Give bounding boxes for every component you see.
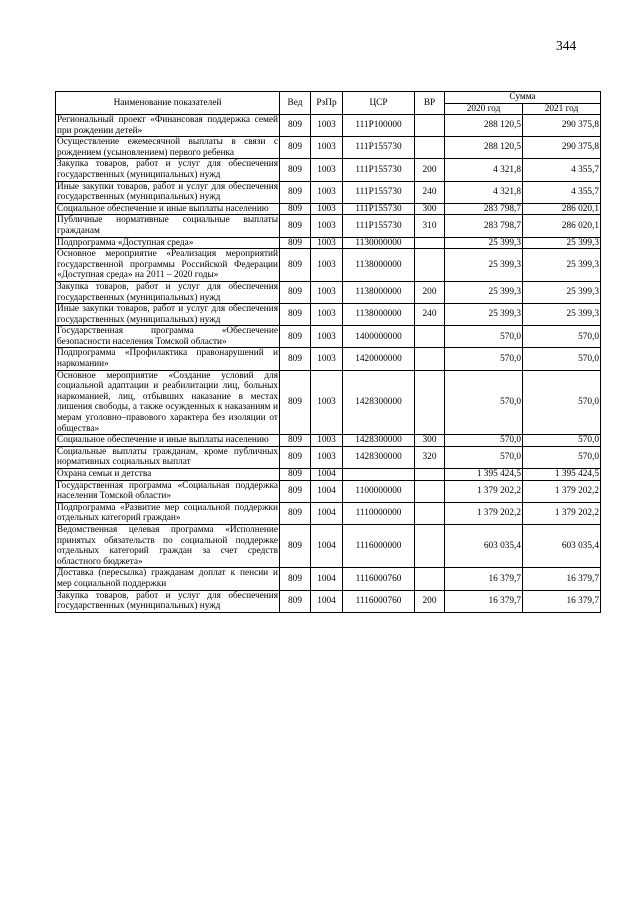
header-vr: ВР xyxy=(415,92,445,115)
cell-rzpr: 1003 xyxy=(311,435,343,447)
header-year-2020: 2020 год xyxy=(445,103,523,115)
cell-ved: 809 xyxy=(280,568,311,590)
cell-y2020: 16 379,7 xyxy=(445,568,523,590)
cell-y2021: 570,0 xyxy=(523,446,601,468)
table-row xyxy=(56,568,601,590)
cell-y2021: 570,0 xyxy=(523,326,601,348)
cell-y2020: 16 379,7 xyxy=(445,590,523,612)
cell-vr xyxy=(415,237,445,249)
cell-y2021: 286 020,1 xyxy=(523,203,601,215)
cell-y2020: 570,0 xyxy=(445,446,523,468)
cell-y2021: 1 379 202,2 xyxy=(523,502,601,524)
cell-vr: 240 xyxy=(415,181,445,203)
cell-ved: 809 xyxy=(280,370,311,435)
cell-y2020: 25 399,3 xyxy=(445,237,523,249)
cell-vr xyxy=(415,326,445,348)
cell-rzpr: 1003 xyxy=(311,159,343,181)
cell-y2020: 283 798,7 xyxy=(445,215,523,237)
cell-csr: 111P155730 xyxy=(343,203,415,215)
cell-ved: 809 xyxy=(280,237,311,249)
cell-name: Публичные нормативные социальные выплаты гражданам xyxy=(57,215,278,236)
header-sum: Сумма xyxy=(445,92,601,104)
cell-y2020: 570,0 xyxy=(445,435,523,447)
cell-y2020: 4 321,8 xyxy=(445,181,523,203)
cell-rzpr: 1004 xyxy=(311,524,343,567)
cell-vr xyxy=(415,249,445,282)
cell-y2021: 603 035,4 xyxy=(523,524,601,567)
cell-ved: 809 xyxy=(280,281,311,303)
cell-rzpr: 1003 xyxy=(311,326,343,348)
cell-y2021: 290 375,8 xyxy=(523,115,601,137)
cell-y2021: 1 395 424,5 xyxy=(523,469,601,481)
cell-csr: 111P155730 xyxy=(343,137,415,159)
cell-y2020: 25 399,3 xyxy=(445,304,523,326)
cell-ved: 809 xyxy=(280,159,311,181)
cell-name: Иные закупки товаров, работ и услуг для обеспечения государственных (муниципальных) нужд xyxy=(57,181,278,203)
cell-y2021: 25 399,3 xyxy=(523,249,601,282)
cell-y2021: 4 355,7 xyxy=(523,181,601,203)
table-row xyxy=(56,435,601,447)
cell-ved: 809 xyxy=(280,502,311,524)
table-row xyxy=(56,203,601,215)
cell-name: Основное мероприятие «Создание условий для социальной адаптации и реабилитации лиц, больных наркоманией, лиц, отбывших наказание в местах лишения свободы, а также осужденных к наказаниям и мерам уголовно–правового характера без изоляции от общества» xyxy=(57,370,278,434)
table-row xyxy=(56,446,601,468)
cell-csr: 1138000000 xyxy=(343,304,415,326)
cell-csr: 1116000760 xyxy=(343,590,415,612)
cell-name: Подпрограмма «Доступная среда» xyxy=(56,237,280,249)
cell-csr: 1130000000 xyxy=(343,237,415,249)
cell-vr xyxy=(415,568,445,590)
cell-csr: 1138000000 xyxy=(343,281,415,303)
cell-y2020: 570,0 xyxy=(445,326,523,348)
cell-csr: 1428300000 xyxy=(343,370,415,435)
cell-name: Подпрограмма «Развитие мер социальной поддержки отдельных категорий граждан» xyxy=(57,502,278,524)
cell-name: Закупка товаров, работ и услуг для обеспечения государственных (муниципальных) нужд xyxy=(57,590,278,612)
table-row xyxy=(56,480,601,502)
cell-y2021: 570,0 xyxy=(523,370,601,435)
cell-name: Государственная программа «Обеспечение безопасности населения Томской области» xyxy=(57,326,278,347)
cell-y2020: 288 120,5 xyxy=(445,115,523,137)
cell-y2020: 1 395 424,5 xyxy=(445,469,523,481)
cell-csr: 1138000000 xyxy=(343,249,415,282)
cell-csr: 1110000000 xyxy=(343,502,415,524)
cell-csr: 111P155730 xyxy=(343,215,415,237)
cell-csr: 1400000000 xyxy=(343,326,415,348)
cell-ved: 809 xyxy=(280,249,311,282)
cell-ved: 809 xyxy=(280,304,311,326)
cell-name: Социальные выплаты гражданам, кроме публичных нормативных социальных выплат xyxy=(57,446,278,468)
table-row xyxy=(56,502,601,524)
cell-name: Ведомственная целевая программа «Исполнение принятых обязательств по социальной поддержке отдельных категорий граждан за счет средств областного бюджета» xyxy=(57,524,278,567)
cell-vr: 300 xyxy=(415,435,445,447)
cell-name: Государственная программа «Социальная поддержка населения Томской области» xyxy=(57,480,278,502)
cell-rzpr: 1003 xyxy=(311,115,343,137)
cell-y2021: 25 399,3 xyxy=(523,304,601,326)
cell-y2021: 16 379,7 xyxy=(523,590,601,612)
cell-ved: 809 xyxy=(280,215,311,237)
cell-y2020: 288 120,5 xyxy=(445,137,523,159)
cell-csr: 111P155730 xyxy=(343,181,415,203)
cell-ved: 809 xyxy=(280,181,311,203)
cell-ved: 809 xyxy=(280,326,311,348)
cell-rzpr: 1004 xyxy=(311,568,343,590)
table-row xyxy=(56,469,601,481)
cell-y2020: 1 379 202,2 xyxy=(445,502,523,524)
cell-csr: 111P100000 xyxy=(343,115,415,137)
cell-y2021: 290 375,8 xyxy=(523,137,601,159)
table-row xyxy=(56,281,601,303)
table-row xyxy=(56,215,601,237)
cell-vr: 240 xyxy=(415,304,445,326)
table-row xyxy=(56,181,601,203)
table-row xyxy=(56,159,601,181)
cell-vr xyxy=(415,524,445,567)
cell-rzpr: 1003 xyxy=(311,304,343,326)
cell-csr: 1420000000 xyxy=(343,348,415,370)
cell-ved: 809 xyxy=(280,446,311,468)
cell-y2020: 25 399,3 xyxy=(445,249,523,282)
table-body xyxy=(56,115,601,613)
header-name: Наименование показателей xyxy=(56,92,280,115)
cell-ved: 809 xyxy=(280,137,311,159)
cell-y2021: 16 379,7 xyxy=(523,568,601,590)
cell-csr: 111P155730 xyxy=(343,159,415,181)
header-csr: ЦСР xyxy=(343,92,415,115)
cell-rzpr: 1003 xyxy=(311,137,343,159)
header-year-2021: 2021 год xyxy=(523,103,601,115)
cell-name: Доставка (пересылка) гражданам доплат к пенсии и мер социальной поддержки xyxy=(57,568,278,589)
cell-ved: 809 xyxy=(280,590,311,612)
budget-table xyxy=(55,91,601,613)
cell-ved: 809 xyxy=(280,348,311,370)
cell-vr xyxy=(415,502,445,524)
table-row xyxy=(56,137,601,159)
cell-csr: 1116000000 xyxy=(343,524,415,567)
cell-vr xyxy=(415,137,445,159)
cell-y2020: 570,0 xyxy=(445,348,523,370)
cell-name: Основное мероприятие «Реализация мероприятий государственной программы Российской Федерации «Доступная среда» на 2011 – 2020 годы» xyxy=(57,249,278,281)
cell-ved: 809 xyxy=(280,203,311,215)
cell-y2020: 25 399,3 xyxy=(445,281,523,303)
cell-name: Подпрограмма «Профилактика правонарушений и наркомании» xyxy=(57,348,278,370)
cell-rzpr: 1004 xyxy=(311,469,343,481)
cell-ved: 809 xyxy=(280,115,311,137)
cell-y2021: 286 020,1 xyxy=(523,215,601,237)
cell-rzpr: 1003 xyxy=(311,348,343,370)
cell-y2021: 25 399,3 xyxy=(523,237,601,249)
table-row xyxy=(56,304,601,326)
cell-name: Закупка товаров, работ и услуг для обеспечения государственных (муниципальных) нужд xyxy=(57,159,278,180)
cell-csr xyxy=(343,469,415,481)
table-row xyxy=(56,370,601,435)
page-number: 344 xyxy=(556,38,577,53)
cell-name: Региональный проект «Финансовая поддержка семей при рождении детей» xyxy=(57,115,278,136)
cell-rzpr: 1003 xyxy=(311,281,343,303)
cell-csr: 1116000760 xyxy=(343,568,415,590)
table-row xyxy=(56,115,601,137)
cell-name: Закупка товаров, работ и услуг для обеспечения государственных (муниципальных) нужд xyxy=(57,281,278,303)
header-rzpr: РзПр xyxy=(311,92,343,115)
table-row xyxy=(56,348,601,370)
cell-name: Иные закупки товаров, работ и услуг для обеспечения государственных (муниципальных) нужд xyxy=(57,304,278,325)
cell-name: Социальное обеспечение и иные выплаты населению xyxy=(56,203,280,215)
cell-name: Осуществление ежемесячной выплаты в связи с рождением (усыновлением) первого ребенка xyxy=(57,137,278,158)
cell-csr: 1428300000 xyxy=(343,446,415,468)
cell-rzpr: 1003 xyxy=(311,249,343,282)
cell-vr: 320 xyxy=(415,446,445,468)
cell-y2020: 4 321,8 xyxy=(445,159,523,181)
cell-ved: 809 xyxy=(280,524,311,567)
cell-vr xyxy=(415,480,445,502)
cell-vr xyxy=(415,348,445,370)
cell-y2020: 570,0 xyxy=(445,370,523,435)
table-row xyxy=(56,590,601,612)
cell-name: Охрана семьи и детства xyxy=(56,469,280,481)
cell-vr: 300 xyxy=(415,203,445,215)
cell-vr xyxy=(415,115,445,137)
header-ved: Вед xyxy=(280,92,311,115)
cell-y2020: 283 798,7 xyxy=(445,203,523,215)
cell-vr xyxy=(415,469,445,481)
cell-y2021: 1 379 202,2 xyxy=(523,480,601,502)
cell-ved: 809 xyxy=(280,480,311,502)
cell-y2021: 570,0 xyxy=(523,348,601,370)
cell-name: Социальное обеспечение и иные выплаты населению xyxy=(56,435,280,447)
table-row xyxy=(56,237,601,249)
cell-ved: 809 xyxy=(280,469,311,481)
cell-y2021: 570,0 xyxy=(523,435,601,447)
cell-vr: 200 xyxy=(415,159,445,181)
cell-y2020: 603 035,4 xyxy=(445,524,523,567)
cell-rzpr: 1003 xyxy=(311,446,343,468)
cell-rzpr: 1003 xyxy=(311,181,343,203)
cell-vr: 200 xyxy=(415,590,445,612)
cell-vr: 310 xyxy=(415,215,445,237)
table-row xyxy=(56,524,601,567)
cell-y2021: 4 355,7 xyxy=(523,159,601,181)
table-row xyxy=(56,326,601,348)
cell-y2020: 1 379 202,2 xyxy=(445,480,523,502)
cell-ved: 809 xyxy=(280,435,311,447)
table-row xyxy=(56,249,601,282)
cell-rzpr: 1003 xyxy=(311,203,343,215)
cell-rzpr: 1003 xyxy=(311,237,343,249)
cell-rzpr: 1004 xyxy=(311,480,343,502)
cell-vr: 200 xyxy=(415,281,445,303)
cell-csr: 1428300000 xyxy=(343,435,415,447)
table-header xyxy=(56,92,601,115)
cell-rzpr: 1003 xyxy=(311,215,343,237)
cell-vr xyxy=(415,370,445,435)
cell-y2021: 25 399,3 xyxy=(523,281,601,303)
cell-rzpr: 1003 xyxy=(311,370,343,435)
cell-csr: 1100000000 xyxy=(343,480,415,502)
cell-rzpr: 1004 xyxy=(311,502,343,524)
cell-rzpr: 1004 xyxy=(311,590,343,612)
